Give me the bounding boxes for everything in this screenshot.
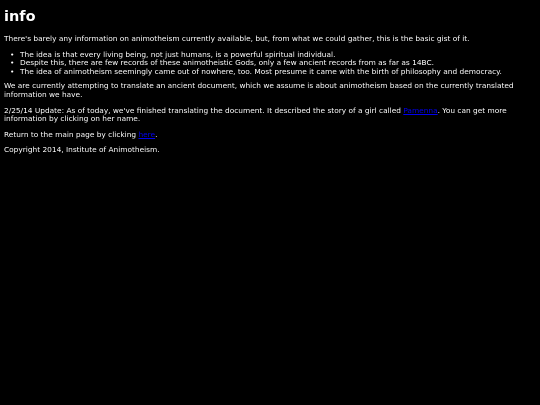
translation-note: We are currently attempting to translate an ancient document, which we assume is about animotheism based on the currently translated information we have. (4, 81, 514, 99)
return-text-after: . (155, 129, 158, 139)
page-title: info (4, 9, 36, 25)
bullet-icon: • (10, 49, 15, 59)
page (0, 0, 540, 155)
bullet-icon: • (10, 58, 15, 68)
list-item-text: Despite this, there are few records of these animotheistic Gods, only a few ancient records from as far as 14BC. (20, 58, 434, 68)
pamenna-link[interactable]: Pamenna (403, 105, 438, 115)
intro-text: There's barely any information on animotheism currently available, but, from what we could gather, this is the basic gist of it. (4, 34, 470, 43)
return-paragraph (4, 131, 536, 140)
copyright-text: Copyright 2014, Institute of Animotheism. (4, 145, 160, 155)
list-item-text: The idea is that every living being, not just humans, is a powerful spiritual individual. (20, 49, 336, 59)
return-text-before: Return to the main page by clicking (4, 129, 139, 139)
list-item-text: The idea of animotheism seemingly came out of nowhere, too. Most presume it came with the birth of philosophy and democracy. (20, 66, 502, 76)
update-text-before: 2/25/14 Update: As of today, we've finished translating the document. It described the story of a girl called (4, 105, 404, 115)
bullet-icon: • (10, 66, 15, 76)
main-page-link[interactable]: here (138, 129, 156, 139)
facts-list (4, 51, 536, 77)
update-text-after: . You can get more information by clicking on her name. (4, 105, 507, 124)
list-item (10, 66, 536, 77)
update-paragraph (4, 107, 536, 124)
